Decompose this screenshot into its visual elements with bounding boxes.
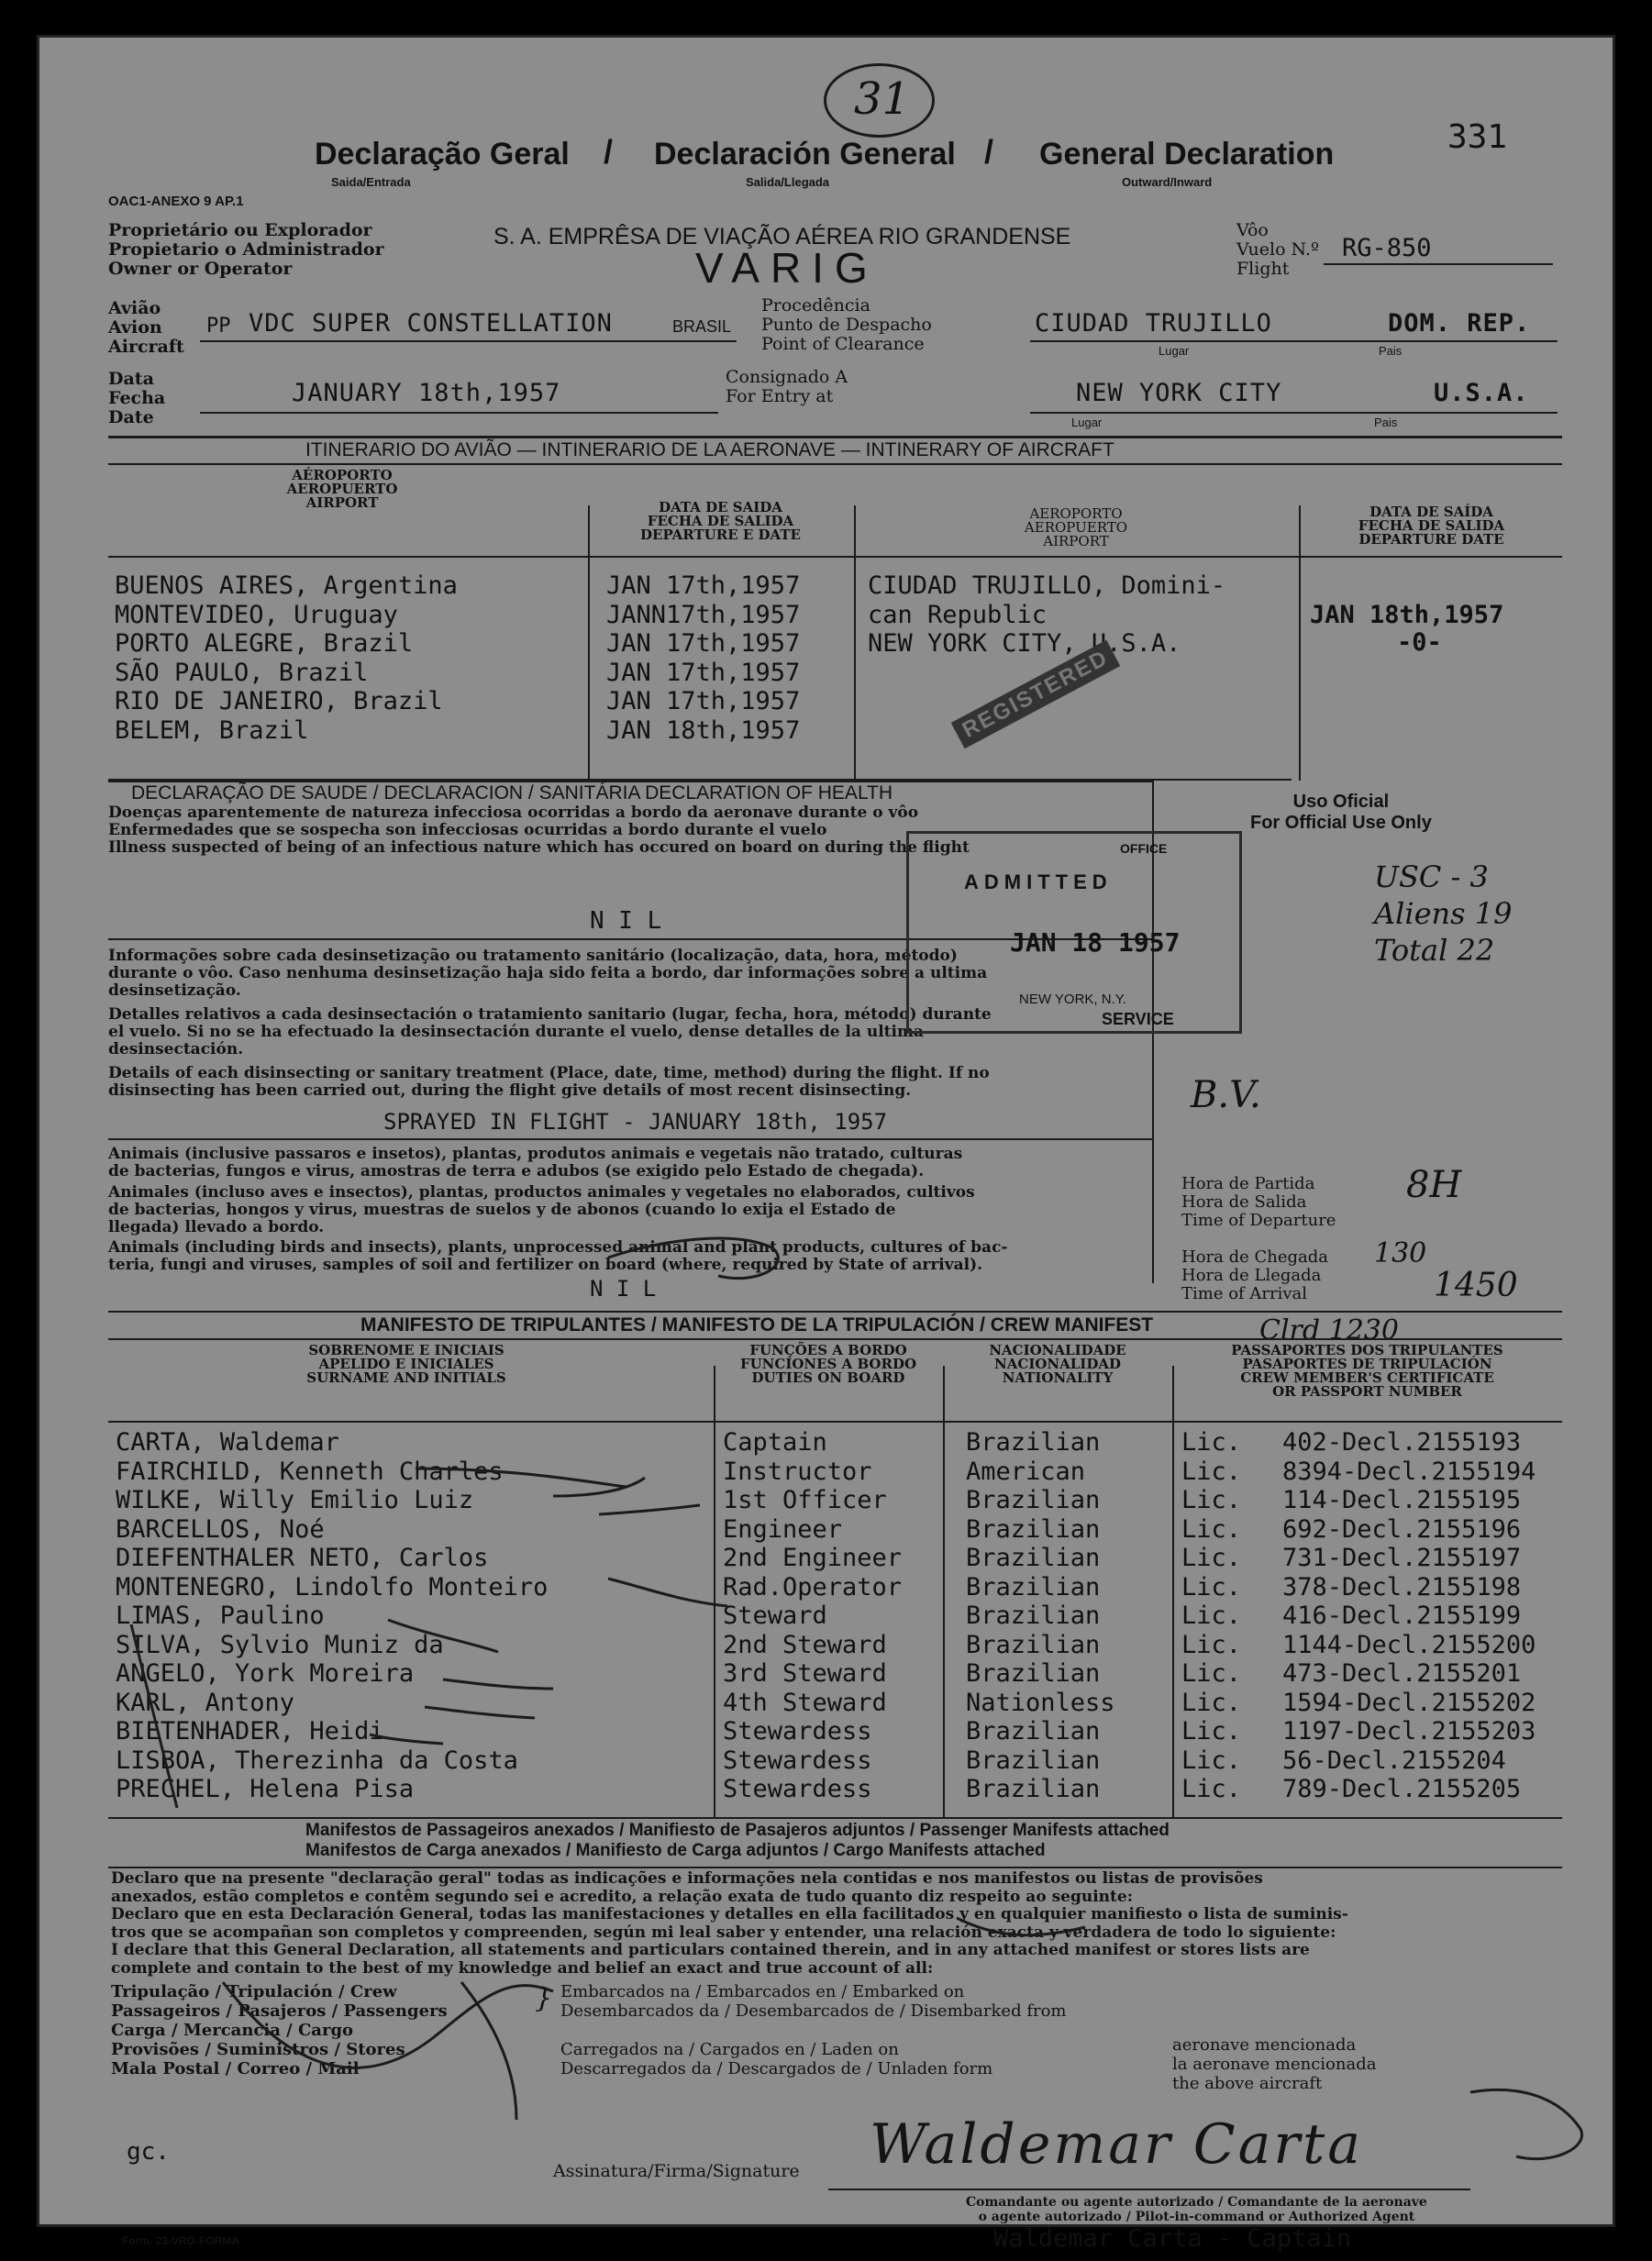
crew-name: ANGELO, York Moreira — [116, 1659, 415, 1688]
crew-license: Lic. — [1181, 1486, 1242, 1514]
flight-number: RG-850 — [1342, 234, 1432, 262]
passenger-manifest-line: Manifestos de Passageiros anexados / Manifiesto de Pasajeros adjuntos / Passenger Manifests attached — [305, 1821, 1170, 1840]
itinerary-col2-head-pt: DATA DE SAIDA — [659, 499, 782, 515]
crew-duty: 2nd Engineer — [723, 1544, 903, 1572]
itinerary-col1-head-es: AEROPUERTO — [286, 481, 398, 497]
date-value: JANUARY 18th,1957 — [292, 379, 561, 407]
aircraft-label-es: Avion — [108, 317, 162, 338]
crew-col1-head-es: APELIDO E INICIALES — [318, 1356, 494, 1372]
crew-nationality: Brazilian — [966, 1630, 1101, 1659]
crew-name: KARL, Antony — [116, 1688, 295, 1717]
crew-nationality: Brazilian — [966, 1486, 1101, 1514]
declaration-line: anexados, estão completos e contêm segundo sei e acredito, a relação exata de tudo quanto diz respeito ao seguinte: — [111, 1887, 1133, 1906]
crew-col3-head-pt: NACIONALIDADE — [989, 1342, 1126, 1358]
crew-duty: 4th Steward — [723, 1688, 887, 1717]
pen-mark — [425, 1707, 535, 1718]
pen-mark — [608, 1238, 778, 1279]
crew-certificate-number: 1144-Decl.2155200 — [1282, 1630, 1536, 1659]
crew-nationality: Nationless — [966, 1688, 1115, 1717]
category-passengers: Passageiros / Pasajeros / Passengers — [111, 2001, 448, 2021]
crew-col1-head-pt: SOBRENOME E INICIAIS — [308, 1342, 504, 1358]
stamp-admitted: ADMITTED — [964, 870, 1113, 893]
category-cargo: Carga / Mercancia / Cargo — [111, 2021, 354, 2040]
crew-name: BARCELLOS, Noé — [116, 1514, 325, 1544]
aircraft-prefix: PP — [206, 315, 231, 338]
commander-caption-pt: Comandante ou agente autorizado / Comandante de la aeronave — [966, 2195, 1427, 2210]
crew-certificate-number: 402-Decl.2155193 — [1282, 1428, 1522, 1457]
aircraft-label-en: Aircraft — [108, 337, 184, 357]
owner-brand: VARIG — [695, 244, 879, 292]
crew-col4-head-number: OR PASSPORT NUMBER — [1272, 1383, 1462, 1400]
departure-date: JAN 17th,1957 — [606, 571, 801, 600]
signature-label: Assinatura/Firma/Signature — [553, 2161, 800, 2181]
disinsect-pt-line: desinsetização. — [108, 981, 241, 1000]
crew-duty: Stewardess — [723, 1717, 872, 1746]
crew-license: Lic. — [1181, 1602, 1242, 1630]
health-line-es: Enfermedades que se sospecha son infecciosas ocurridas a bordo durante el vuelo — [108, 821, 827, 839]
departure-time-label-es: Hora de Salida — [1181, 1192, 1307, 1212]
crew-duty: Rad.Operator — [723, 1572, 903, 1602]
declaration-line: complete and contain to the best of my knowledge and belief an exact and true account of all: — [111, 1958, 934, 1978]
crew-license: Lic. — [1181, 1659, 1242, 1688]
declaration-line: I declare that this General Declaration, all statements and particulars contained therein, and in any attached manifest or stores lists are — [111, 1941, 1310, 1959]
animals-es-line: llegada) llevado a bordo. — [108, 1218, 325, 1236]
health-value: N I L — [590, 907, 662, 935]
title-english: General Declaration — [1039, 137, 1335, 172]
registered-stamp: REGISTERED — [951, 640, 1121, 748]
crew-duty: 1st Officer — [723, 1486, 887, 1514]
health-line-en: Illness suspected of being of an infectious nature which has occured on board on during the flight — [108, 838, 970, 857]
animals-value: N I L — [590, 1276, 657, 1302]
arrival-airport: can Republic — [868, 600, 1048, 629]
animals-es-line: Animales (incluso aves e insectos), plantas, productos animales y vegetales no elaborados, cultivos — [108, 1183, 975, 1202]
crew-heading: MANIFESTO DE TRIPULANTES / MANIFESTO DE LA TRIPULACIÓN / CREW MANIFEST — [360, 1314, 1154, 1336]
animals-es-line: de bacterias, hongos y virus, muestras de suelos y de abonos (cuando lo exija el Estado de — [108, 1201, 896, 1219]
declaration-line: tros que se acompañan son completos y compreenden, según mi leal saber y entender, una relación exacta y verdadera de todo lo siguiente: — [111, 1923, 1336, 1942]
entry-pais: Pais — [1374, 416, 1398, 429]
crew-certificate-number: 692-Decl.2155196 — [1282, 1514, 1522, 1544]
official-heading-en: For Official Use Only — [1250, 813, 1432, 833]
disinsect-es-line: desinsectación. — [108, 1040, 244, 1058]
arrival-date-2: -0- — [1397, 628, 1442, 657]
itinerary-col2-head-en: DEPARTURE E DATE — [640, 526, 801, 543]
itinerary-col2-head-es: FECHA DE SALIDA — [647, 513, 794, 529]
departure-date: JANN17th,1957 — [606, 600, 801, 629]
category-right-es: la aeronave mencionada — [1172, 2055, 1377, 2074]
crew-col4-head-pt: PASSAPORTES DOS TRIPULANTES — [1231, 1342, 1503, 1358]
owner-label-en: Owner or Operator — [108, 259, 293, 279]
crew-nationality: Brazilian — [966, 1746, 1101, 1775]
disinsect-es-line: Detalles relativos a cada desinsectación o tratamiento sanitario (lugar, fecha, hora, método) durante — [108, 1005, 992, 1024]
crew-name: LIMAS, Paulino — [116, 1602, 325, 1630]
itinerary-heading: ITINERARIO DO AVIÃO — INTINERARIO DE LA AERONAVE — INTINERARY OF AIRCRAFT — [305, 439, 1114, 460]
title-portuguese-sub: Saida/Entrada — [331, 175, 411, 189]
clearance-label-en: Point of Clearance — [761, 334, 925, 354]
departure-date: JAN 17th,1957 — [606, 687, 801, 715]
title-spanish: Declaración General — [654, 137, 956, 172]
category-crew: Tripulação / Tripulación / Crew — [111, 1982, 397, 2001]
arrival-airport: CIUDAD TRUJILLO, Domini- — [868, 571, 1226, 600]
itinerary-col1-head-en: AIRPORT — [305, 494, 379, 511]
crew-name: DIEFENTHALER NETO, Carlos — [116, 1544, 489, 1572]
departure-time-label-pt: Hora de Partida — [1181, 1174, 1315, 1193]
declaration-line: Declaro que na presente "declaração geral" todas as indicações e informações nela contidas e nos manifestos ou listas de provisões — [111, 1869, 1263, 1888]
title-spanish-sub: Salida/Llegada — [746, 175, 830, 189]
itinerary-col3-head-es: AEROPUERTO — [1024, 519, 1128, 536]
signer-name: Waldemar Carta - Captain — [993, 2224, 1352, 2253]
animals-pt-line: Animais (inclusive passaros e insetos), plantas, produtos animais e vegetais não tratado, culturas — [108, 1145, 963, 1163]
crew-nationality: American — [966, 1457, 1086, 1486]
crew-col4-head-es: PASAPORTES DE TRIPULACIÓN — [1242, 1356, 1492, 1372]
aircraft-label-pt: Avião — [108, 298, 161, 318]
crew-license: Lic. — [1181, 1544, 1242, 1572]
crew-col3-head-en: NATIONALITY — [1002, 1369, 1114, 1386]
crew-name: SILVA, Sylvio Muniz da — [116, 1630, 444, 1659]
date-label-es: Fecha — [108, 388, 166, 408]
hand-note-total: Total 22 — [1374, 933, 1495, 968]
crew-duty: Stewardess — [723, 1775, 872, 1803]
entry-label-es: For Entry at — [726, 386, 834, 406]
stamp-service: SERVICE — [1102, 1010, 1174, 1028]
itinerary-col3-head-en: AIRPORT — [1043, 533, 1109, 549]
entry-value: NEW YORK CITY — [1076, 379, 1282, 407]
crew-col2-head-es: FUNCIONES A BORDO — [739, 1356, 917, 1372]
arrival-time-label-en: Time of Arrival — [1181, 1284, 1308, 1303]
crew-certificate-number: 473-Decl.2155201 — [1282, 1659, 1522, 1688]
crew-duty: Captain — [723, 1428, 827, 1457]
departure-airport: MONTEVIDEO, Uruguay — [115, 600, 398, 629]
entry-lugar: Lugar — [1071, 416, 1103, 429]
declaration-line: Declaro que en esta Declaración General, todas las manifestaciones y detalles en ella facilitados y en qualquier manifiesto o lista de suminis- — [111, 1905, 1348, 1923]
clearance-label-es: Punto de Despacho — [761, 315, 932, 335]
itinerary-col1-head-pt: AÉROPORTO — [292, 467, 393, 483]
category-right-en: the above aircraft — [1172, 2074, 1323, 2093]
departure-date: JAN 17th,1957 — [606, 629, 801, 658]
owner-label-pt: Proprietário ou Explorador — [108, 220, 372, 240]
pen-mark — [553, 1478, 645, 1496]
crew-name: MONTENEGRO, Lindolfo Monteiro — [116, 1572, 549, 1602]
departure-airport: SÃO PAULO, Brazil — [115, 658, 369, 687]
itinerary-col4-head-pt: DATA DE SAÍDA — [1369, 504, 1493, 520]
crew-nationality: Brazilian — [966, 1602, 1101, 1630]
flight-label-pt: Vôo — [1236, 220, 1269, 240]
page-number: 331 — [1447, 118, 1508, 156]
commander-caption-en: o agente autorizado / Pilot-in-command or Authorized Agent — [978, 2210, 1415, 2224]
departure-time-value: 8H — [1406, 1164, 1462, 1206]
category-stores: Provisões / Suministros / Stores — [111, 2040, 405, 2059]
departure-date: JAN 18th,1957 — [606, 715, 801, 745]
disinsect-value: SPRAYED IN FLIGHT - JANUARY 18th, 1957 — [383, 1109, 888, 1135]
crew-certificate-number: 731-Decl.2155197 — [1282, 1544, 1522, 1572]
arrival-time-value-2: 1450 — [1434, 1267, 1518, 1304]
handwritten-circle-number: 31 — [854, 73, 911, 125]
pen-mark — [1470, 2089, 1582, 2158]
departure-time-label-en: Time of Departure — [1181, 1211, 1336, 1230]
departure-airport: BELEM, Brazil — [115, 715, 309, 745]
crew-col1-head-en: SURNAME AND INITIALS — [306, 1369, 506, 1386]
title-portuguese: Declaração Geral — [315, 137, 570, 172]
crew-license: Lic. — [1181, 1572, 1242, 1602]
aircraft-country: BRASIL — [672, 317, 732, 336]
pen-mark — [388, 1620, 498, 1652]
crew-name: LISBOA, Therezinha da Costa — [116, 1746, 518, 1775]
pen-mark — [131, 1624, 177, 1808]
animals-en-line: teria, fungi and viruses, samples of soil and fertilizer on board (where, required by State of arrival). — [108, 1256, 983, 1274]
category-unladen: Descarregados da / Descargados de / Unladen form — [560, 2059, 993, 2078]
pen-mark — [370, 1735, 443, 1744]
crew-nationality: Brazilian — [966, 1659, 1101, 1688]
category-disembarked: Desembarcados da / Desembarcados de / Disembarked from — [560, 2001, 1067, 2021]
crew-license: Lic. — [1181, 1428, 1242, 1457]
title-separator-1: / — [604, 133, 614, 171]
pen-mark — [599, 1505, 700, 1514]
pen-marks — [39, 38, 1613, 2225]
crew-col2-head-pt: FUNÇÕES A BORDO — [749, 1342, 907, 1358]
itinerary-col4-head-es: FECHA DE SALIDA — [1358, 517, 1505, 534]
entry-country: U.S.A. — [1434, 379, 1529, 407]
arrival-time-label-pt: Hora de Chegada — [1181, 1247, 1329, 1267]
form-number: Form. 23-VRG-FORMA — [122, 2234, 240, 2247]
health-heading: DECLARAÇÃO DE SAUDE / DECLARACION / SANITÁRIA DECLARATION OF HEALTH — [131, 782, 893, 804]
itinerary-col3-head-pt: AEROPORTO — [1029, 505, 1123, 522]
category-laden: Carregados na / Cargados en / Laden on — [560, 2040, 899, 2059]
crew-license: Lic. — [1181, 1630, 1242, 1659]
arrival-airport: NEW YORK CITY, U.S.A. — [868, 629, 1181, 658]
arrival-time-value: 130 — [1374, 1237, 1427, 1269]
animals-en-line: Animals (including birds and insects), plants, unprocessed animal and plant products, cultures of bac- — [108, 1238, 1008, 1257]
official-initials: B.V. — [1191, 1074, 1261, 1116]
crew-certificate-number: 378-Decl.2155198 — [1282, 1572, 1522, 1602]
stamp-date: JAN 18 1957 — [1010, 927, 1181, 958]
gc-initials: gc. — [127, 2138, 170, 2166]
form-reference: OAC1-ANEXO 9 AP.1 — [108, 194, 244, 209]
disinsect-en-line: disinsecting has been carried out, during the flight give details of most recent disinsecting. — [108, 1081, 912, 1100]
disinsect-pt-line: Informações sobre cada desinsetização ou tratamento sanitário (localização, data, hora, método) — [108, 947, 958, 965]
animals-pt-line: de bacterias, fungos e virus, amostras de terra e adubos (se exigido pelo Estado de chegada). — [108, 1162, 925, 1180]
category-brace: } — [535, 1982, 553, 2014]
crew-certificate-number: 1594-Decl.2155202 — [1282, 1688, 1536, 1717]
crew-certificate-number: 8394-Decl.2155194 — [1282, 1457, 1536, 1486]
crew-certificate-number: 114-Decl.2155195 — [1282, 1486, 1522, 1514]
category-mail: Mala Postal / Correo / Mail — [111, 2059, 360, 2078]
crew-duty: 2nd Steward — [723, 1630, 887, 1659]
crew-duty: Engineer — [723, 1514, 843, 1544]
crew-name: BIETENHADER, Heidi — [116, 1717, 384, 1746]
disinsect-pt-line: durante o vôo. Caso nenhuma desinsetização haja sido feita a bordo, dar informações sobre a ultima — [108, 964, 988, 982]
pen-mark — [443, 1679, 553, 1689]
health-line-pt: Doenças aparentemente de natureza infecciosa ocorridas a bordo da aeronave durante o vôo — [108, 804, 919, 822]
crew-col2-head-en: DUTIES ON BOARD — [751, 1369, 905, 1386]
aircraft-value: VDC SUPER CONSTELLATION — [249, 309, 613, 338]
clearance-value: CIUDAD TRUJILLO — [1035, 309, 1272, 338]
crew-duty: Steward — [723, 1602, 827, 1630]
crew-nationality: Brazilian — [966, 1428, 1101, 1457]
hand-note-usc: USC - 3 — [1374, 859, 1489, 894]
stamp-office: OFFICE — [1120, 841, 1168, 856]
crew-name: PRECHEL, Helena Pisa — [116, 1775, 415, 1803]
crew-col3-head-es: NACIONALIDAD — [994, 1356, 1121, 1372]
departure-airport: BUENOS AIRES, Argentina — [115, 571, 458, 600]
crew-license: Lic. — [1181, 1717, 1242, 1746]
crew-nationality: Brazilian — [966, 1514, 1101, 1544]
clearance-label-pt: Procedência — [761, 295, 870, 316]
signature-handwritten: Waldemar Carta — [870, 2112, 1363, 2177]
flight-label-es: Vuelo N.º — [1236, 239, 1319, 260]
official-heading-pt: Uso Oficial — [1292, 792, 1390, 812]
crew-license: Lic. — [1181, 1688, 1242, 1717]
crew-certificate-number: 1197-Decl.2155203 — [1282, 1717, 1536, 1746]
cargo-manifest-line: Manifestos de Carga anexados / Manifiesto de Carga adjuntos / Cargo Manifests attached — [305, 1841, 1046, 1860]
crew-nationality: Brazilian — [966, 1572, 1101, 1602]
pen-mark — [608, 1579, 727, 1606]
crew-certificate-number: 416-Decl.2155199 — [1282, 1602, 1522, 1630]
pen-mark — [416, 1469, 626, 1487]
crew-duty: 3rd Steward — [723, 1659, 887, 1688]
departure-date: JAN 17th,1957 — [606, 658, 801, 687]
crew-nationality: Brazilian — [966, 1544, 1101, 1572]
date-label-pt: Data — [108, 369, 154, 389]
departure-airport: PORTO ALEGRE, Brazil — [115, 629, 414, 658]
crew-license: Lic. — [1181, 1775, 1242, 1803]
departure-airport: RIO DE JANEIRO, Brazil — [115, 687, 443, 715]
category-right-pt: aeronave mencionada — [1172, 2035, 1357, 2055]
crew-license: Lic. — [1181, 1746, 1242, 1775]
clearance-country: DOM. REP. — [1388, 309, 1531, 338]
pen-mark — [957, 1918, 1085, 1935]
title-separator-2: / — [984, 133, 994, 171]
hand-note-aliens: Aliens 19 — [1374, 896, 1513, 931]
clearance-pais: Pais — [1379, 344, 1403, 358]
crew-duty: Stewardess — [723, 1746, 872, 1775]
crew-certificate-number: 789-Decl.2155205 — [1282, 1775, 1522, 1803]
crew-name: FAIRCHILD, Kenneth Charles — [116, 1457, 504, 1486]
crew-certificate-number: 56-Decl.2155204 — [1282, 1746, 1506, 1775]
crew-duty: Instructor — [723, 1457, 872, 1486]
crew-license: Lic. — [1181, 1514, 1242, 1544]
crew-nationality: Brazilian — [966, 1717, 1101, 1746]
arrival-time-label-es: Hora de Llegada — [1181, 1266, 1322, 1285]
flight-label-en: Flight — [1236, 259, 1290, 279]
crew-col4-head-en: CREW MEMBER'S CERTIFICATE — [1240, 1369, 1494, 1386]
itinerary-col4-head-en: DEPARTURE DATE — [1358, 531, 1504, 548]
disinsect-es-line: el vuelo. Si no se ha efectuado la desinsectación durante el vuelo, dense detalles de la ultima — [108, 1023, 924, 1041]
entry-label-pt: Consignado A — [726, 367, 848, 387]
disinsect-en-line: Details of each disinsecting or sanitary treatment (Place, date, time, method) during the flight. If no — [108, 1064, 990, 1082]
crew-nationality: Brazilian — [966, 1775, 1101, 1803]
document-page — [37, 35, 1615, 2253]
crew-name: WILKE, Willy Emilio Luiz — [116, 1486, 474, 1514]
owner-label-es: Propietario o Administrador — [108, 239, 384, 260]
date-label-en: Date — [108, 407, 154, 427]
clearance-lugar: Lugar — [1159, 344, 1190, 358]
crew-name: CARTA, Waldemar — [116, 1428, 339, 1457]
title-english-sub: Outward/Inward — [1122, 175, 1213, 189]
stamp-location: NEW YORK, N.Y. — [1019, 992, 1126, 1007]
crew-license: Lic. — [1181, 1457, 1242, 1486]
arrival-date: JAN 18th,1957 — [1310, 601, 1504, 629]
category-embarked: Embarcados na / Embarcados en / Embarked on — [560, 1982, 965, 2001]
cleared-note: Clrd 1230 — [1259, 1314, 1399, 1347]
owner-name: S. A. EMPRÊSA DE VIAÇÃO AÉREA RIO GRANDENSE — [493, 224, 1071, 249]
pen-mark — [461, 1982, 516, 2120]
